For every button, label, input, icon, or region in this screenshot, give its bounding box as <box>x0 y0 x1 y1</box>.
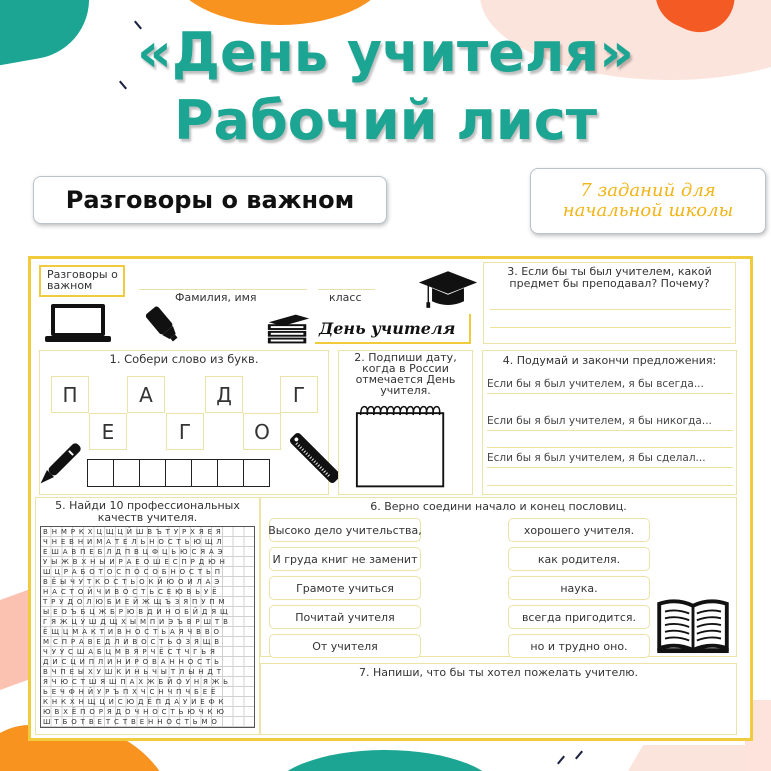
answer-cell[interactable] <box>165 459 192 487</box>
proverb-end[interactable]: хорошего учителя. <box>508 518 650 542</box>
answer-line[interactable] <box>487 393 733 394</box>
proverb-end[interactable]: как родителя. <box>508 547 650 571</box>
task5-heading: 5. Найди 10 профессиональных качеств учителя. <box>55 499 240 524</box>
letter-tile: Г <box>280 376 318 413</box>
grid-row[interactable]: ЧУУСШАБЦМВЯРЧЁСТЧГЬЯ <box>41 647 254 657</box>
name-label: Фамилия, имя <box>175 291 257 304</box>
class-label: класс <box>329 291 362 304</box>
grid-row[interactable]: ЫЕОЪБЦЖБРЮВДИНОБЙДЯЩ <box>41 607 254 617</box>
task6-heading: 6. Верно соедини начало и конец пословиц. <box>370 500 627 513</box>
letter-tile: А <box>127 376 165 413</box>
laptop-icon <box>43 302 113 344</box>
grid-row[interactable]: ЁЩЦМАКТИВНОСТЬАЯЧВВО <box>41 627 254 637</box>
teacher-day-banner: День учителя <box>315 314 471 344</box>
answer-cell[interactable] <box>243 459 270 487</box>
answer-line[interactable] <box>487 430 733 431</box>
grid-row[interactable]: ЬЕЧФНЙУРЪПХЧСНЧПЧБЕЁ <box>41 687 254 697</box>
topic-badge: Разговоры о важном <box>33 176 387 224</box>
grid-row[interactable]: ЧНЕВНИМАТЕЛЬНОСТЬЮЩЛ <box>41 537 254 547</box>
grid-row[interactable]: ЮВХЁПОРЯДОЧНОСТЬЮЧКЮ <box>41 707 254 717</box>
task4-box <box>482 350 737 495</box>
letter-tile: Е <box>89 413 127 450</box>
answer-cell[interactable] <box>139 459 166 487</box>
task7-box[interactable] <box>260 663 737 735</box>
task-count-badge: 7 заданий для начальной школы <box>530 168 766 234</box>
answer-cells <box>87 459 269 487</box>
task6-box <box>260 497 737 657</box>
proverb-end[interactable]: всегда пригодится. <box>508 605 650 629</box>
answer-cell[interactable] <box>113 459 140 487</box>
grid-row[interactable]: ВНМРКХЦЩЦЙШВЪТУРХЯЕЯ <box>41 527 254 537</box>
answer-cell[interactable] <box>217 459 244 487</box>
header-tag: Разговоры о важном <box>39 265 125 297</box>
letter-tile: П <box>51 376 89 413</box>
worksheet <box>28 256 753 741</box>
grid-row[interactable]: ТРУДОЛЮБИЕЙЖЩЪЗЯПУПМ <box>41 597 254 607</box>
answer-line[interactable] <box>487 467 733 468</box>
grid-row[interactable]: ШЦРАБОТОСПОСОБНОСТЬП <box>41 567 254 577</box>
task3-box <box>483 262 736 344</box>
grid-row[interactable]: ДИСЦИПЛИНИРОВАННОСТЬ <box>41 657 254 667</box>
task7-heading: 7. Напиши, что бы ты хотел пожелать учителю. <box>358 666 639 679</box>
grid-row[interactable]: ЯЧЮСТШЯШПАХЖБЙОУНЯЖЬ <box>41 677 254 687</box>
grid-row[interactable]: ШТБОТВЕТСТВЕННОСТЬМО <box>41 717 254 727</box>
grid-row[interactable]: КНКХНЩЦИСЮДЁПДАУИЕФК <box>41 697 254 707</box>
grid-row[interactable]: ВЧПЕЫХУШКИНЬЧЫТЛЫНДТ <box>41 667 254 677</box>
name-line[interactable] <box>139 289 307 290</box>
word-search-grid[interactable] <box>40 526 255 728</box>
answer-line[interactable] <box>490 309 731 310</box>
sentence-prompt: Если бы я был учителем, я бы никогда... <box>487 415 712 427</box>
sentence-prompt: Если бы я был учителем, я бы сделал... <box>487 452 706 464</box>
answer-line[interactable] <box>487 447 733 448</box>
task4-heading: 4. Подумай и закончи предложения: <box>502 354 717 367</box>
decor-stroke <box>557 756 565 765</box>
class-line[interactable] <box>318 289 375 290</box>
grid-row[interactable]: ВЁЫЧУТКОСТЬОКЙЮОИЛАЭ <box>41 577 254 587</box>
graduation-cap-icon <box>417 269 479 311</box>
answer-cell[interactable] <box>87 459 114 487</box>
grid-row[interactable]: ГЯЖЦУШДЩХЫМПИЭЪВРШТВ <box>41 617 254 627</box>
ruler-icon <box>284 427 346 489</box>
proverb-end[interactable]: но и трудно оно. <box>508 634 650 658</box>
proverb-start[interactable]: Грамоте учиться <box>269 576 421 600</box>
page-subtitle: Рабочий лист <box>173 89 598 152</box>
task2-heading: 2. Подпиши дату, когда в России отмечается День учителя. <box>354 351 457 397</box>
task3-heading: 3. Если бы ты был учителем, какой предмет бы преподавал? Почему? <box>507 265 712 290</box>
proverb-start[interactable]: И груда книг не заменит <box>269 547 421 571</box>
decor-stroke <box>575 751 583 760</box>
grid-row[interactable]: НАСТОЙЧИВОСТЬСЕЮВЬУЁ <box>41 587 254 597</box>
page-title: «День учителя» <box>137 21 634 84</box>
notepad-icon[interactable] <box>355 403 447 489</box>
letter-tile: О <box>243 413 281 450</box>
letter-tile: Г <box>166 413 204 450</box>
answer-line[interactable] <box>490 327 731 328</box>
open-book-icon <box>657 598 729 654</box>
answer-cell[interactable] <box>191 459 218 487</box>
proverb-start[interactable]: От учителя <box>269 634 421 658</box>
task1-heading: 1. Собери слово из букв. <box>109 352 259 366</box>
task2-box <box>338 350 473 495</box>
task5-box <box>35 497 260 735</box>
grid-row[interactable]: ЕШАВПЕБЛДПВЦФЦЬЮСЯАЭ <box>41 547 254 557</box>
proverb-start[interactable]: Высоко дело учительства, <box>269 518 421 542</box>
grid-row[interactable]: УЫЖВХНЫИРАЕОШЕСПРДЮН <box>41 557 254 567</box>
proverb-start[interactable]: Почитай учителя <box>269 605 421 629</box>
books-icon <box>265 312 313 346</box>
sentence-prompt: Если бы я был учителем, я бы всегда... <box>487 378 704 390</box>
decor-blob <box>270 750 500 771</box>
pen-icon <box>31 437 87 493</box>
answer-line[interactable] <box>487 485 733 486</box>
letter-tile: Д <box>205 376 243 413</box>
proverb-end[interactable]: наука. <box>508 576 650 600</box>
marker-icon <box>143 304 183 346</box>
grid-row[interactable]: МСПРАВЕДЛИВОСТЬОЗЯЩВ <box>41 637 254 647</box>
